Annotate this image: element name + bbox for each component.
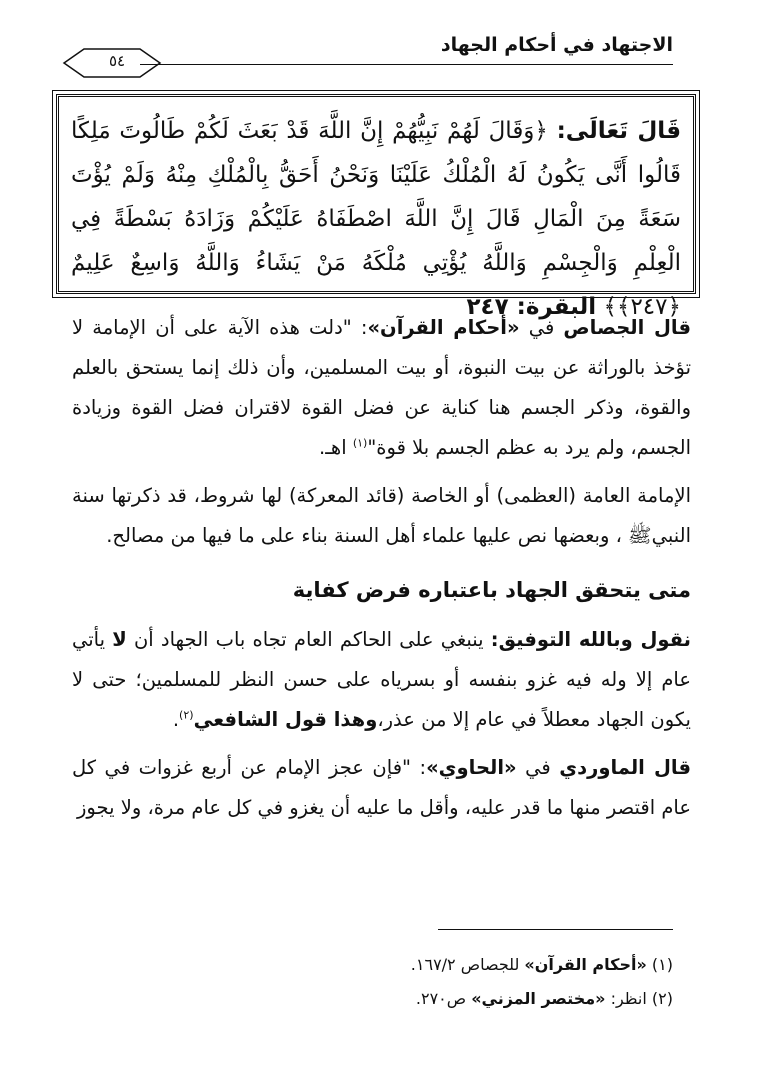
book-title: «أحكام القرآن» [367,316,520,339]
tawfiq-lead: نقول وبالله التوفيق: [490,628,692,651]
footnote-2-text: ص٢٧٠. [415,989,472,1008]
footnote-1-text: للجصاص ١٦٧/٢. [410,955,525,974]
footnote-ref-2[interactable]: (٢) [179,708,194,722]
quran-verse: ﴿وَقَالَ لَهُمْ نَبِيُّهُمْ إِنَّ اللَّهَ قَدْ بَعَثَ لَكُمْ طَالُوتَ مَلِكًا قَالُوا أَنَّى يَكُونُ لَهُ الْمُلْكُ عَلَيْنَا وَنَحْنُ أَحَقُّ بِالْمُلْكِ مِنْهُ وَلَمْ يُؤْتَ سَعَةً مِنَ الْمَالِ قَالَ إِنَّ اللَّهَ اصْطَفَاهُ عَلَيْكُمْ وَزَادَهُ بَسْطَةً فِي الْعِلْمِ وَالْجِسْمِ وَاللَّهُ يُؤْتِي مُلْكَهُ مَنْ يَشَاءُ وَاللَّهُ وَاسِعٌ عَلِيمٌ ﴿٢٤٧﴾﴾ [71,118,681,320]
footnote-2 [153,982,673,1016]
quote-text: : "دلت هذه الآية على أن الإمامة لا تؤخذ بالوراثة عن بيت النبوة، أو بيت المسلمين، وأن ذلك إنما يستحق بالعلم والقوة، وذكر الجسم هنا كناية عن فضل القوة لاقتران فضل القوة وزيادة الجسم، ولم يرد به عظم الجسم بلا قوة" [72,316,691,459]
footnotes [153,948,673,1016]
page-number: ٥٤ [108,52,126,70]
imamate-text: الإمامة العامة (العظمى) أو الخاصة (قائد المعركة) لها شروط، قد ذكرتها سنة النبيﷺ ، وبعضها نص عليها علماء أهل السنة بناء على ما فيها من مصالح. [72,484,691,547]
tawfiq-la: لا [112,628,127,651]
paragraph-imamate [72,476,691,556]
footnote-1-book: «أحكام القرآن» [524,955,647,974]
running-title: الاجتهاد في أحكام الجهاد [440,34,673,56]
in-word: في [516,756,560,779]
footnote-1 [153,948,673,982]
book-title-hawi: «الحاوي» [426,756,517,779]
footnote-ref-1[interactable]: (١) [352,436,368,450]
footnote-2-book: «مختصر المزني» [471,989,606,1008]
body-text [72,308,691,828]
tawfiq-text-a: ينبغي على الحاكم العام تجاه باب الجهاد أن [126,628,491,651]
tawfiq-text-b: يأتي عام إلا وله فيه غزو بنفسه أو بسرياه على حسن النظر للمسلمين؛ حتى لا يكون الجهاد معطلاً في عام إلا من عذر، [72,628,691,731]
author-jassas: قال الجصاص [563,316,691,339]
quran-intro: قَالَ تَعَالَى: [556,118,682,144]
tawfiq-end: . [172,708,180,731]
footnote-2-pre: انظر: [605,989,652,1008]
footnote-2-number: (٢) [651,989,673,1008]
shafii-quote: وهذا قول الشافعي [193,708,378,731]
quran-verse-box [56,94,696,320]
footnote-1-number: (١) [651,955,673,974]
paragraph-jassas [72,308,691,468]
paragraph-tawfiq [72,620,691,740]
quran-reference: البقرة: ٢٤٧ [466,294,597,320]
quran-verse-text [71,109,682,320]
footnote-rule [438,929,673,930]
mawardi-text: : "فإن عجز الإمام عن أربع غزوات في كل عام اقتصر منها ما قدر عليه، وأقل ما عليه أن يغزو في كل عام مرة، ولا يجوز [72,756,691,819]
section-heading: متى يتحقق الجهاد باعتباره فرض كفاية [292,578,691,602]
quote-end: اهـ. [319,436,353,459]
author-mawardi: قال الماوردي [559,756,691,779]
paragraph-mawardi [72,748,691,828]
header-rule [140,64,673,65]
in-word: في [519,316,564,339]
